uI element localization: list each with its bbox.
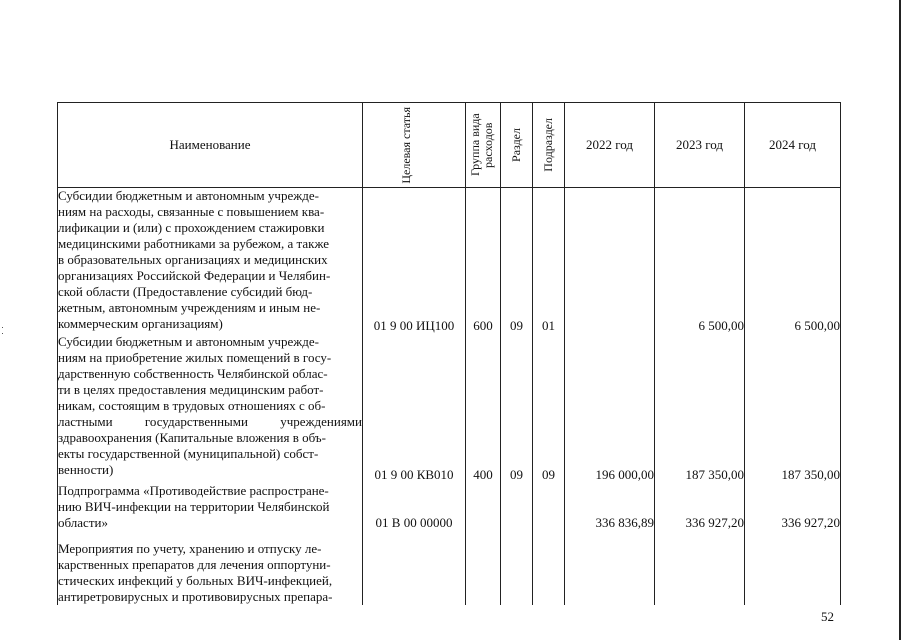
row-group: 600 — [466, 188, 501, 335]
row-subsection: 09 — [533, 334, 565, 483]
row-article: 01 В 00 00000 — [363, 483, 466, 541]
row-section: 09 — [501, 188, 533, 335]
row-subsection — [533, 483, 565, 541]
scan-speck — [2, 327, 3, 328]
header-2022: 2022 год — [565, 103, 655, 188]
scan-speck — [2, 333, 3, 334]
row-2023 — [655, 541, 745, 605]
header-subsection: Подраздел — [533, 103, 565, 188]
header-2024: 2024 год — [745, 103, 841, 188]
row-2024: 6 500,00 — [745, 188, 841, 335]
scan-edge-line — [899, 0, 901, 640]
table-row — [58, 188, 841, 335]
budget-table — [57, 102, 841, 605]
row-subsection — [533, 541, 565, 605]
row-name: Субсидии бюджетным и автономным учрежде- ниям на приобретение жилых помещений в госу- дарственную собственность Челябинской облас- ти в целях предоставления медицинским работ- никам, состоящим в трудовых отношениях с об- ластными государственными учреждениями здравоохранения (Капитальные вложения в объ- екты государственной (муниципальной) собст- венности) — [58, 334, 363, 483]
row-group: 400 — [466, 334, 501, 483]
row-2024: 187 350,00 — [745, 334, 841, 483]
row-section — [501, 541, 533, 605]
row-section — [501, 483, 533, 541]
row-2023: 187 350,00 — [655, 334, 745, 483]
row-name: Мероприятия по учету, хранению и отпуску ле- карственных препаратов для лечения оппортуни- стических инфекций у больных ВИЧ-инфекцией, антиретровирусных и противовирусных препара- — [58, 541, 363, 605]
header-target-article: Целевая статья — [363, 103, 466, 188]
row-article: 01 9 00 ИЦ100 — [363, 188, 466, 335]
row-2024: 336 927,20 — [745, 483, 841, 541]
row-group — [466, 483, 501, 541]
header-expense-group: Группа вида расходов — [466, 103, 501, 188]
header-name: Наименование — [58, 103, 363, 188]
row-article — [363, 541, 466, 605]
row-2023: 336 927,20 — [655, 483, 745, 541]
row-2022 — [565, 188, 655, 335]
row-section: 09 — [501, 334, 533, 483]
row-name: Субсидии бюджетным и автономным учрежде- ниям на расходы, связанные с повышением ква- лификации и (или) с прохождением стажировки медицинскими работниками за рубежом, а также в образовательных организациях и медицинских организациях Российской Федерации и Челябин- ской области (Предоставление субсидий бюд- жетным, автономным учреждениям и иным не- коммерческим организациям) — [58, 188, 363, 335]
row-2024 — [745, 541, 841, 605]
row-2023: 6 500,00 — [655, 188, 745, 335]
row-group — [466, 541, 501, 605]
row-name: Подпрограмма «Противодействие распростране- нию ВИЧ-инфекции на территории Челябинской области» — [58, 483, 363, 541]
table-header-row — [58, 103, 841, 188]
table-row — [58, 541, 841, 605]
row-article: 01 9 00 КВ010 — [363, 334, 466, 483]
header-2023: 2023 год — [655, 103, 745, 188]
page-number: 52 — [821, 609, 834, 624]
table-row — [58, 334, 841, 483]
row-subsection: 01 — [533, 188, 565, 335]
table-row — [58, 483, 841, 541]
header-section: Раздел — [501, 103, 533, 188]
row-2022: 196 000,00 — [565, 334, 655, 483]
row-2022 — [565, 541, 655, 605]
row-2022: 336 836,89 — [565, 483, 655, 541]
